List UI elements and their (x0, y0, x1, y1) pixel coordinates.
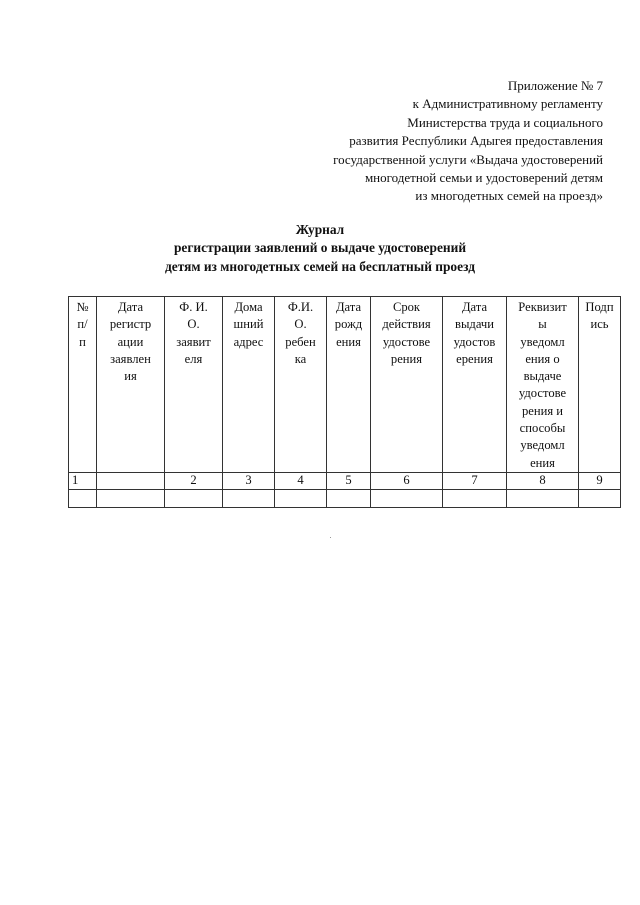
header-line: № (76, 300, 89, 314)
header-line: Срок (392, 300, 421, 314)
header-line: Реквизит (518, 300, 567, 314)
column-number-cell: 2 (165, 472, 223, 489)
header-cell-validity-period (371, 297, 443, 473)
header-line: шний (233, 317, 264, 332)
header-line: адрес (233, 334, 264, 349)
column-number-cell: 9 (579, 472, 621, 489)
header-line: ы (538, 317, 547, 332)
appendix-line: государственной услуги «Выдача удостоверений (333, 151, 603, 167)
header-line: еля (184, 351, 203, 366)
appendix-line: развития Республики Адыгея предоставления (349, 133, 603, 149)
header-line: Ф.И. (287, 300, 314, 314)
table-cell (443, 489, 507, 507)
column-number-cell: 3 (223, 472, 275, 489)
table-cell (371, 489, 443, 507)
header-line: ись (590, 317, 609, 332)
header-cell-registration-date (97, 297, 165, 473)
header-line: Дома (234, 300, 263, 314)
header-line: ения (530, 455, 555, 470)
header-line: Дата (461, 300, 488, 314)
column-number-cell: 7 (443, 472, 507, 489)
journal-title (0, 221, 640, 276)
column-number-cell: 8 (507, 472, 579, 489)
table-row (69, 489, 621, 507)
appendix-line: Приложение № 7 (507, 78, 603, 93)
appendix-line: к Административному регламенту (412, 96, 603, 112)
table-cell (275, 489, 327, 507)
table-cell (165, 489, 223, 507)
appendix-line: Министерства труда и социального (407, 114, 603, 130)
header-cell-issue-date (443, 297, 507, 473)
title-line: регистрации заявлений о выдаче удостоверений (173, 240, 467, 256)
title-line: Журнал (295, 222, 345, 237)
header-cell-child-name (275, 297, 327, 473)
header-line: ребен (285, 334, 316, 349)
header-line: ения (336, 334, 361, 349)
header-line: ения о (525, 351, 560, 366)
header-line: уведомл (520, 438, 565, 453)
header-line: Подп (585, 300, 614, 314)
header-line: удостове (518, 386, 567, 401)
header-line: уведомл (520, 334, 565, 349)
header-line: рения (390, 351, 423, 366)
header-line: Дата (117, 300, 144, 314)
header-line: заявит (176, 334, 211, 349)
header-line: О. (294, 317, 307, 332)
table-cell (223, 489, 275, 507)
header-line: выдаче (523, 369, 562, 384)
header-line: заявлен (110, 351, 151, 366)
column-number-row (69, 472, 621, 489)
header-cell-home-address (223, 297, 275, 473)
scan-speck (330, 537, 331, 538)
header-line: способы (519, 421, 566, 436)
table-cell (69, 489, 97, 507)
header-line: действия (382, 317, 431, 332)
header-row (69, 297, 621, 473)
header-line: удостов (453, 334, 496, 349)
header-line: рения и (521, 403, 564, 418)
header-cell-applicant-name (165, 297, 223, 473)
header-line: ка (294, 351, 307, 366)
journal-table (68, 296, 621, 508)
header-line: Ф. И. (179, 300, 208, 314)
appendix-heading (243, 77, 603, 206)
column-number-cell: 1 (69, 472, 97, 489)
header-line: выдачи (455, 317, 494, 332)
table-cell (327, 489, 371, 507)
header-line: Дата (335, 300, 362, 314)
appendix-line: многодетной семьи и удостоверений детям (364, 170, 603, 186)
header-cell-number (69, 297, 97, 473)
table-cell (579, 489, 621, 507)
header-line: п (79, 334, 86, 349)
header-cell-notification-details (507, 297, 579, 473)
header-line: п/ (77, 317, 88, 332)
header-cell-signature (579, 297, 621, 473)
column-number-cell: 5 (327, 472, 371, 489)
appendix-line: из многодетных семей на проезд» (415, 188, 603, 204)
header-line: ия (124, 369, 137, 384)
header-line: О. (187, 317, 200, 332)
column-number-cell (97, 472, 165, 489)
header-line: ации (117, 334, 144, 349)
header-line: регистр (109, 317, 152, 332)
column-number-cell: 6 (371, 472, 443, 489)
header-line: рожд (334, 317, 363, 332)
title-line: детям из многодетных семей на бесплатный проезд (165, 258, 475, 274)
header-cell-birth-date (327, 297, 371, 473)
table-cell (97, 489, 165, 507)
header-line: удостове (382, 334, 431, 349)
table-cell (507, 489, 579, 507)
column-number-cell: 4 (275, 472, 327, 489)
header-line: ерения (456, 351, 493, 366)
